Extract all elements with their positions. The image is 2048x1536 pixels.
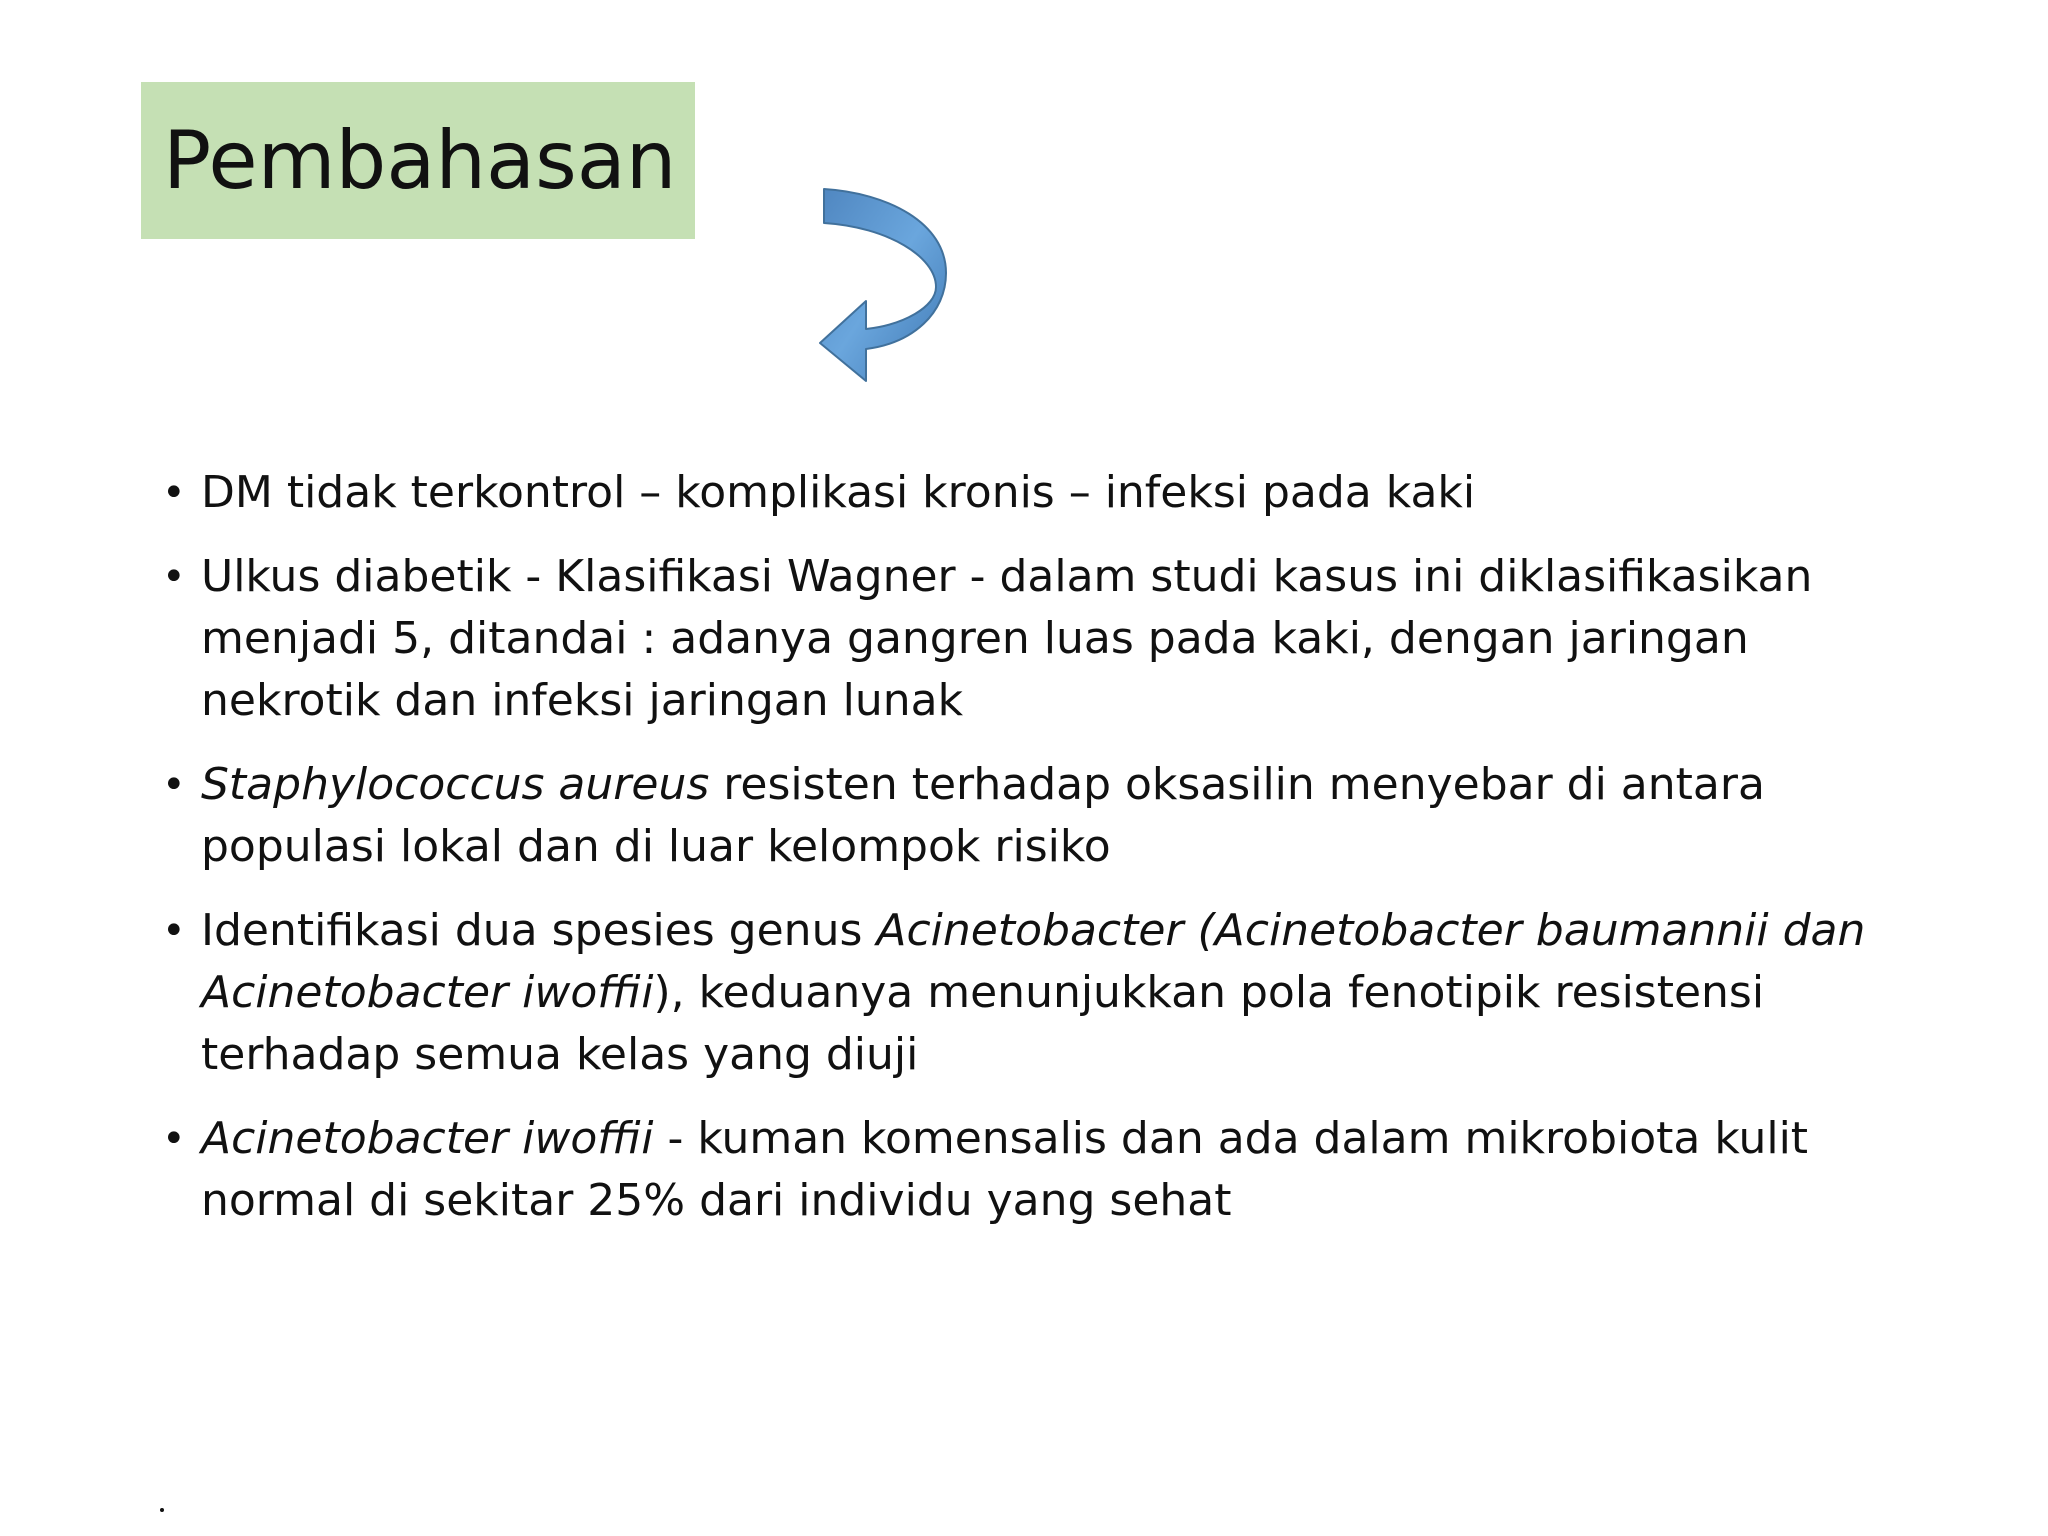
bullet-text: [201, 1108, 1880, 1232]
bullet-item: [160, 900, 1880, 1086]
bullet-marker: •: [162, 470, 186, 516]
text-segment: - kuman komensalis dan ada dalam mikrobiota kulit normal di sekitar 25% dari individu yang sehat: [201, 1113, 1809, 1226]
bullet-text: [201, 546, 1880, 732]
bullet-list: [160, 462, 1880, 1254]
bullet-marker: •: [162, 908, 186, 954]
bullet-item: [160, 546, 1880, 732]
text-segment: resisten terhadap oksasilin menyebar di antara populasi lokal dan di luar kelompok risiko: [201, 759, 1765, 872]
curved-arrow-down-left-icon: [818, 183, 958, 393]
bullet-text: [201, 900, 1880, 1086]
italic-segment: Acinetobacter iwoffii: [201, 1113, 654, 1164]
bullet-marker: •: [162, 762, 186, 808]
bullet-text: [201, 754, 1880, 878]
slide-title: Pembahasan: [163, 114, 677, 207]
text-segment: Identifikasi dua spesies genus: [201, 905, 877, 956]
bullet-item: [160, 1108, 1880, 1232]
bullet-item: [160, 754, 1880, 878]
text-segment: DM tidak terkontrol – komplikasi kronis – infeksi pada kaki: [201, 467, 1476, 518]
bullet-marker: •: [162, 1116, 186, 1162]
bullet-marker: •: [162, 554, 186, 600]
footer-dot: [160, 1508, 164, 1512]
curved-arrow-shape: [820, 189, 946, 381]
bullet-item: [160, 462, 1880, 524]
italic-segment: Acinetobacter (Acinetobacter baumannii dan Acinetobacter iwoffii: [201, 905, 1866, 1018]
text-segment: ), keduanya menunjukkan pola fenotipik resistensi terhadap semua kelas yang diuji: [201, 967, 1765, 1080]
bullet-text: [201, 462, 1880, 524]
title-box: [141, 82, 695, 239]
italic-segment: Staphylococcus aureus: [201, 759, 710, 810]
text-segment: Ulkus diabetik - Klasifikasi Wagner - dalam studi kasus ini diklasifikasikan menjadi 5, ditandai : adanya gangren luas pada kaki, dengan jaringan nekrotik dan infeksi jaringan lunak: [201, 551, 1813, 726]
